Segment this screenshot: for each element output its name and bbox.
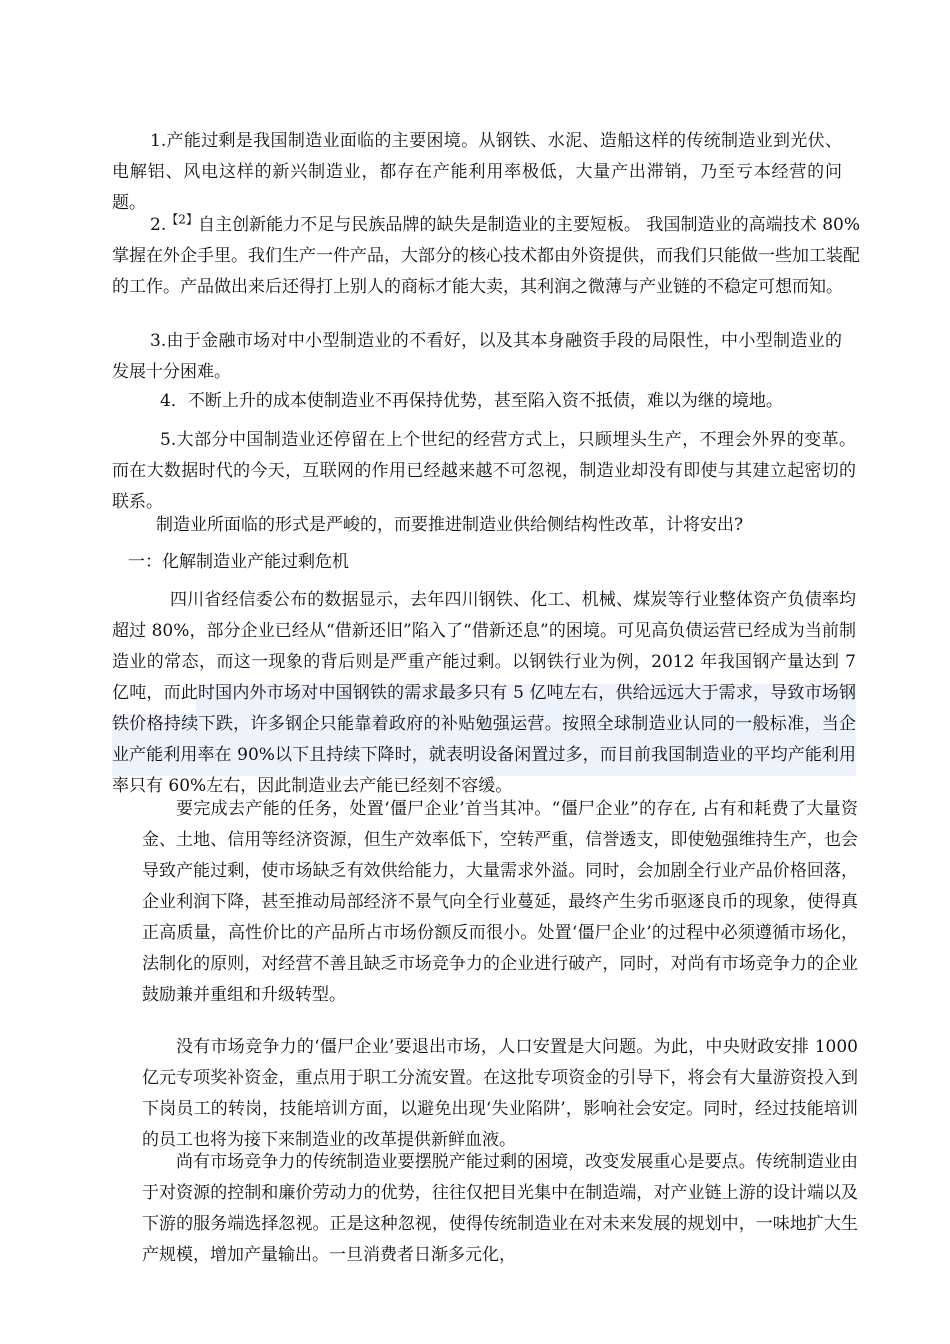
paragraph-2-prefix: 2.: [150, 215, 167, 235]
footnote-marker[interactable]: 【2】: [166, 212, 199, 227]
paragraph-8: 要完成去产能的任务，处置‘僵尸企业’首当其冲。“僵尸企业”的存在, 占有和耗费了大量资金、土地、信用等经济资源，但生产效率低下，空转严重，信誉透支，即使勉强维持生产，也会导致产能过剩，使市场缺乏有效供给能力，大量需求外溢。同时，会加剧全行业产品价格回落，企业利润下降，甚至推动局部经济不景气向全行业蔓延，最终产生劣币驱逐良币的现象，使得真正高质量，高性价比的产品所占市场份额反而很小。处置‘僵尸企业’的过程中必须遵循市场化，法制化的原则，对经营不善且缺乏市场竞争力的企业进行破产，同时，对尚有市场竞争力的企业鼓励兼并重组和升级转型。: [142, 799, 858, 1005]
paragraph-2-text: 自主创新能力不足与民族品牌的缺失是制造业的主要短板。 我国制造业的高端技术 80%掌握在外企手里。我们生产一件产品，大部分的核心技术都由外资提供，而我们只能做一些加工装配的工作。产品做出来后还得打上别人的商标才能大卖，其利润之微薄与产业链的不稳定可想而知。: [112, 215, 860, 297]
paragraph-10: 尚有市场竞争力的传统制造业要摆脱产能过剩的困境，改变发展重心是要点。传统制造业由于对资源的控制和廉价劳动力的优势，往往仅把目光集中在制造端，对产业链上游的设计端以及下游的服务端选择忽视。正是这种忽视，使得传统制造业在对未来发展的规划中，一味地扩大生产规模，增加产量输出。一旦消费者日渐多元化，: [142, 1152, 858, 1265]
section-heading: 一：化解制造业产能过剩危机: [128, 552, 349, 572]
paragraph-7: 四川省经信委公布的数据显示，去年四川钢铁、化工、机械、煤炭等行业整体资产负债率均超过 80%，部分企业已经从“借新还旧”陷入了“借新还息”的困境。可见高负债运营已经成为当前制造业的常态，而这一现象的背后则是严重产能过剩。以钢铁行业为例，2012 年我国钢产量达到 7 亿吨，而此时国内外市场对中国钢铁的需求最多只有 5 亿吨左右，供给远远大于需求，导致市场钢铁价格持续下跌，许多钢企只能靠着政府的补贴勉强运营。按照全球制造业认同的一般标准，当企业产能利用率在 90%以下且持续下降时，就表明设备闲置过多，而目前我国制造业的平均产能利用率只有 60%左右，因此制造业去产能已经刻不容缓。: [112, 590, 856, 796]
paragraph-6: 制造业所面临的形式是严峻的，而要推进制造业供给侧结构性改革，计将安出?: [156, 515, 744, 535]
paragraph-9: 没有市场竞争力的‘僵尸企业’要退出市场，人口安置是大问题。为此，中央财政安排 1000 亿元专项奖补资金，重点用于职工分流安置。在这批专项资金的引导下，将会有大量游资投入到下岗员工的转岗，技能培训方面，以避免出现‘失业陷阱’，影响社会安定。同时，经过技能培训的员工也将为接下来制造业的改革提供新鲜血液。: [142, 1037, 858, 1150]
paragraph-5: 5.大部分中国制造业还停留在上个世纪的经营方式上，只顾埋头生产，不理会外界的变革。而在大数据时代的今天，互联网的作用已经越来越不可忽视，制造业却没有即使与其建立起密切的联系。: [112, 430, 856, 512]
paragraph-2: [112, 210, 860, 303]
paragraph-3: 3.由于金融市场对中小型制造业的不看好，以及其本身融资手段的局限性，中小型制造业的发展十分困难。: [112, 331, 842, 382]
paragraph-4: 4．不断上升的成本使制造业不再保持优势，甚至陷入资不抵债，难以为继的境地。: [160, 391, 783, 411]
paragraph-1: 1.产能过剩是我国制造业面临的主要困境。从钢铁、水泥、造船这样的传统制造业到光伏、电解铝、风电这样的新兴制造业，都存在产能利用率极低，大量产出滞销，乃至亏本经营的问题。: [112, 131, 842, 213]
